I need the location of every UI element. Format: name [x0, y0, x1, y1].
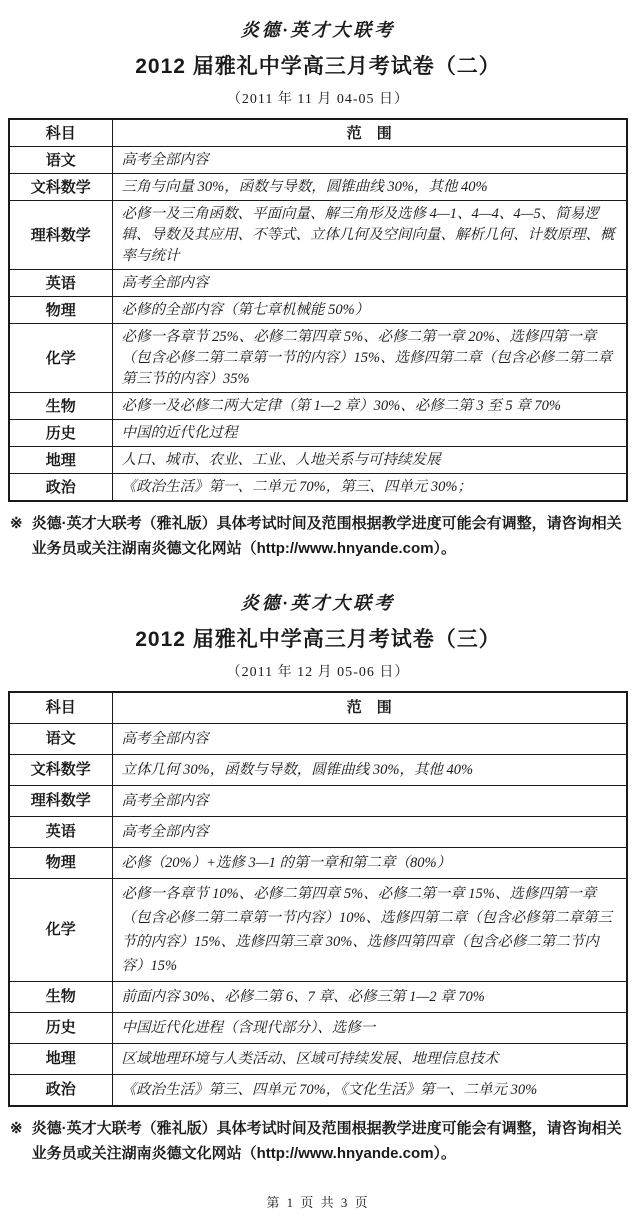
table-row: [9, 201, 627, 270]
subject-cell: 文科数学: [9, 755, 112, 786]
subject-cell: 语文: [9, 147, 112, 174]
subject-cell: 历史: [9, 420, 112, 447]
table-row: [9, 393, 627, 420]
scope-cell: 高考全部内容: [112, 724, 627, 755]
table-row: [9, 147, 627, 174]
table-row: [9, 174, 627, 201]
table-row: [9, 297, 627, 324]
adjustment-note: [10, 1116, 626, 1166]
scope-cell: 《政治生活》第三、四单元 70%，《文化生活》第一、二单元 30%: [112, 1075, 627, 1107]
adjustment-note: [10, 511, 626, 561]
subject-header-cell: 科目: [9, 119, 112, 147]
table-row: [9, 1044, 627, 1075]
scope-cell: 必修（20%）+选修 3—1 的第一章和第二章（80%）: [112, 848, 627, 879]
page-number-footer: 第 1 页 共 3 页: [266, 1195, 370, 1210]
brand-title: 炎德·英才大联考: [240, 593, 396, 613]
note-marker: ※: [10, 1120, 23, 1137]
table-row: [9, 420, 627, 447]
note-text: 炎德·英才大联考（雅礼版）具体考试时间及范围根据教学进度可能会有调整，请咨询相关业务员或关注湖南炎德文化网站（http://www.hnyande.com）。: [31, 515, 622, 557]
scope-cell: 高考全部内容: [112, 817, 627, 848]
subject-cell: 物理: [9, 848, 112, 879]
table-row: [9, 724, 627, 755]
exam-title: 2012 届雅礼中学高三月考试卷（二）: [135, 55, 501, 78]
table-row: [9, 1075, 627, 1107]
table-row: [9, 1013, 627, 1044]
exam-title: 2012 届雅礼中学高三月考试卷（三）: [135, 628, 501, 651]
scope-cell: 必修一各章节 25%、必修二第四章 5%、必修二第一章 20%、选修四第一章（包含必修二第二章第一节的内容）15%、选修四第二章（包含必修二第二章第三节的内容）35%: [112, 324, 627, 393]
scope-cell: 高考全部内容: [112, 147, 627, 174]
subject-cell: 理科数学: [9, 786, 112, 817]
subject-cell: 英语: [9, 270, 112, 297]
table-row: [9, 848, 627, 879]
exam-section-2: [8, 16, 628, 561]
subject-cell: 生物: [9, 982, 112, 1013]
scope-cell: 区域地理环境与人类活动、区域可持续发展、地理信息技术: [112, 1044, 627, 1075]
scope-cell: 高考全部内容: [112, 786, 627, 817]
subject-cell: 英语: [9, 817, 112, 848]
subject-cell: 文科数学: [9, 174, 112, 201]
scope-cell: 必修一及三角函数、平面向量、解三角形及选修 4—1、4—4、4—5、简易逻辑、导数及其应用、不等式、立体几何及空间向量、解析几何、计数原理、概率与统计: [112, 201, 627, 270]
table-header-row: [9, 692, 627, 724]
scope-header-cell: 范 围: [112, 119, 627, 147]
scope-cell: 中国的近代化过程: [112, 420, 627, 447]
brand-title: 炎德·英才大联考: [240, 20, 396, 40]
subject-cell: 地理: [9, 447, 112, 474]
section-divider-space: [8, 563, 628, 579]
table-row: [9, 879, 627, 982]
subject-cell: 生物: [9, 393, 112, 420]
table-header-row: [9, 119, 627, 147]
scope-cell: 必修的全部内容（第七章机械能 50%）: [112, 297, 627, 324]
subject-cell: 语文: [9, 724, 112, 755]
table-row: [9, 786, 627, 817]
subject-cell: 化学: [9, 324, 112, 393]
subjects-table: [8, 691, 628, 1107]
scope-cell: 中国近代化进程（含现代部分）、选修一: [112, 1013, 627, 1044]
subject-cell: 理科数学: [9, 201, 112, 270]
scope-cell: 三角与向量 30%，函数与导数，圆锥曲线 30%，其他 40%: [112, 174, 627, 201]
subject-header-cell: 科目: [9, 692, 112, 724]
table-row: [9, 755, 627, 786]
note-marker: ※: [10, 515, 23, 532]
scope-header-cell: 范 围: [112, 692, 627, 724]
subject-cell: 政治: [9, 1075, 112, 1107]
scope-cell: 高考全部内容: [112, 270, 627, 297]
exam-section-3: [8, 589, 628, 1166]
scope-cell: 《政治生活》第一、二单元 70%，第三、四单元 30%；: [112, 474, 627, 502]
scope-cell: 人口、城市、农业、工业、人地关系与可持续发展: [112, 447, 627, 474]
scope-cell: 前面内容 30%、必修二第 6、7 章、必修三第 1—2 章 70%: [112, 982, 627, 1013]
scope-cell: 必修一各章节 10%、必修二第四章 5%、必修二第一章 15%、选修四第一章（包含必修二第二章第一节内容）10%、选修四第二章（包含必修第二章第三节的内容）15%、选修四第三章 30%、选修四第四章（包含必修二第二节内容）15%: [112, 879, 627, 982]
table-row: [9, 324, 627, 393]
subject-cell: 化学: [9, 879, 112, 982]
subject-cell: 历史: [9, 1013, 112, 1044]
subject-cell: 政治: [9, 474, 112, 502]
exam-date: （2011 年 12 月 05-06 日）: [226, 665, 410, 680]
table-row: [9, 982, 627, 1013]
scope-cell: 立体几何 30%，函数与导数，圆锥曲线 30%，其他 40%: [112, 755, 627, 786]
subject-cell: 物理: [9, 297, 112, 324]
subjects-table: [8, 118, 628, 502]
table-row: [9, 474, 627, 502]
table-row: [9, 817, 627, 848]
scope-cell: 必修一及必修二两大定律（第 1—2 章）30%、必修二第 3 至 5 章 70%: [112, 393, 627, 420]
subject-cell: 地理: [9, 1044, 112, 1075]
table-row: [9, 447, 627, 474]
exam-date: （2011 年 11 月 04-05 日）: [226, 92, 410, 107]
table-row: [9, 270, 627, 297]
note-text: 炎德·英才大联考（雅礼版）具体考试时间及范围根据教学进度可能会有调整，请咨询相关业务员或关注湖南炎德文化网站（http://www.hnyande.com）。: [31, 1120, 622, 1162]
